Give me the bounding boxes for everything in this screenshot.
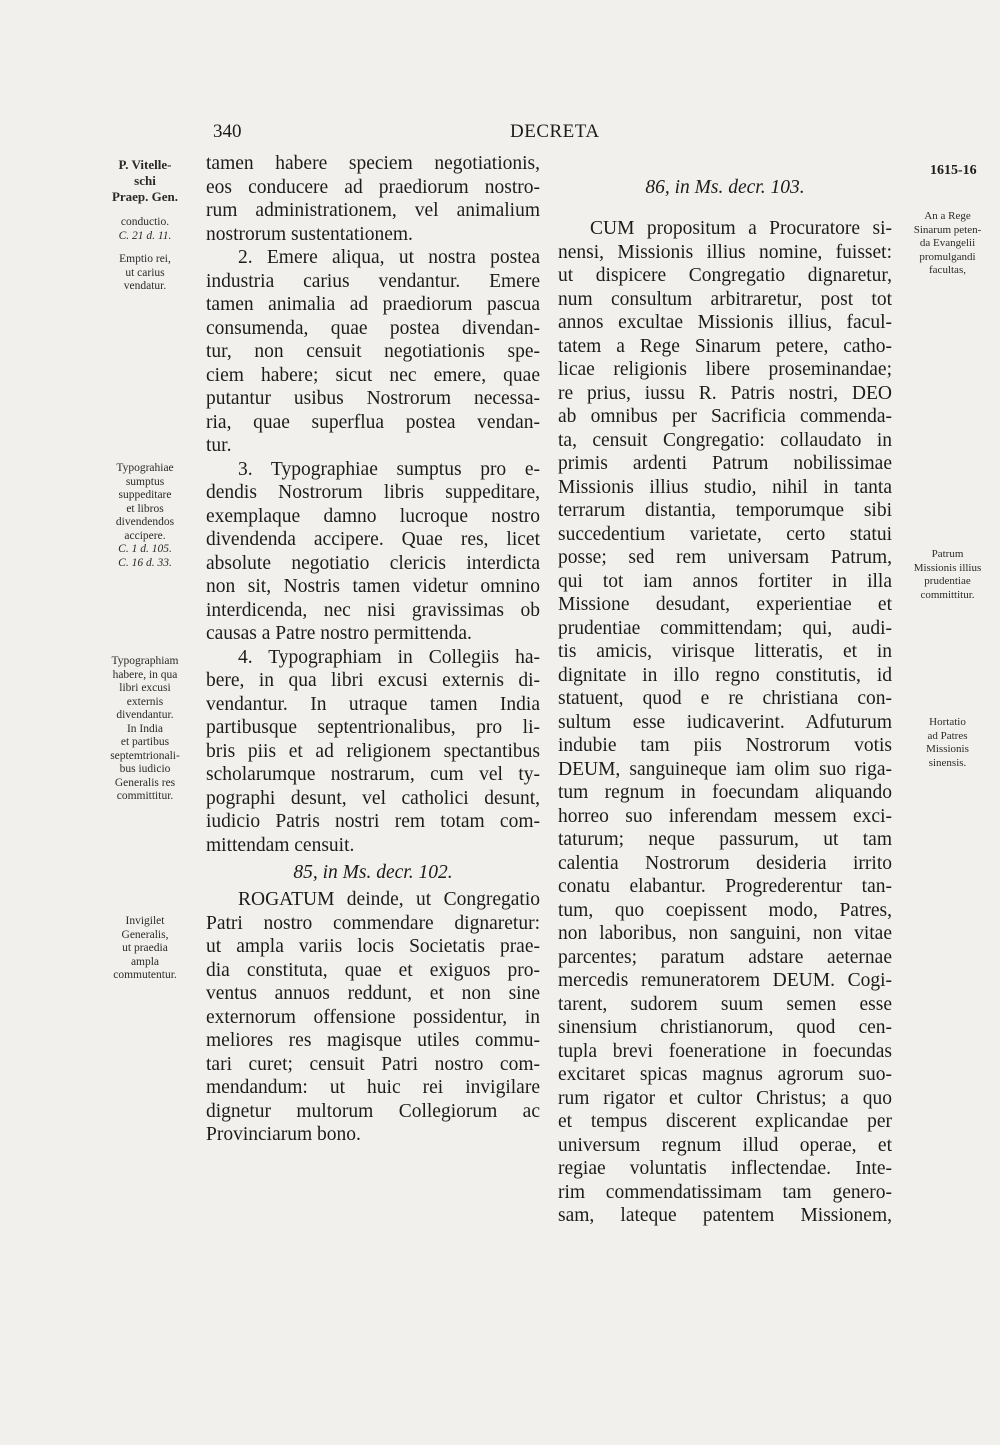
text-line: tatem a Rege Sinarum petere, catho- xyxy=(558,335,892,357)
page-number: 340 xyxy=(213,121,242,142)
text-line: externorum offensione possidentur, in xyxy=(206,1006,540,1028)
decree-heading-85: 85, in Ms. decr. 102. xyxy=(293,862,453,883)
text-line: mercedis remuneratorem DEUM. Cogi- xyxy=(558,970,892,991)
margin-note-emptio: Emptio rei, ut carius vendatur. xyxy=(119,253,171,292)
left-text-column xyxy=(206,152,540,1147)
text-line: dia constituta, quae et exiguos pro- xyxy=(206,959,540,981)
margin-note-invigilet: Invigilet Generalis, ut praedia ampla commutentur. xyxy=(113,915,177,981)
year-range: 1615-16 xyxy=(930,163,977,178)
text-line: ut ampla variis locis Societatis prae- xyxy=(206,936,540,957)
text-line: terrarum distantia, temporumque sibi xyxy=(558,500,892,521)
margin-note-rege-sinarum: An a Rege Sinarum peten- da Evangelii promulgandi facultas, xyxy=(913,210,982,276)
text-line: num consultum arbitraretur, post tot xyxy=(558,288,892,310)
text-line: dignitate in illo regno constitutis, id xyxy=(558,664,892,686)
text-line: horreo suo inferendam messem exci- xyxy=(558,805,892,827)
text-line: tis amicis, virisque litteratis, et in xyxy=(558,641,892,662)
text-line: non sit, Nostris tamen videtur omnino xyxy=(206,576,540,597)
text-line: sam, lateque patentem Missionem, xyxy=(558,1205,892,1226)
text-line: qui tot iam annos fortiter in illa xyxy=(558,570,892,592)
text-line: iudicio Patris nostri rem totam com- xyxy=(206,811,540,832)
text-line: tum regnum in foecundam aliquando xyxy=(558,782,892,803)
margin-note-author: P. Vitelle- schi Praep. Gen. xyxy=(111,157,179,204)
text-line: nensi, Missionis illius nomine, fuisset: xyxy=(558,241,892,263)
text-line: dignetur multorum Collegiorum ac xyxy=(206,1100,540,1122)
text-line: rim commendatissimam tam genero- xyxy=(558,1181,892,1203)
text-line: industria carius vendantur. Emere xyxy=(206,270,540,292)
text-line: licae religionis libere proseminandae; xyxy=(558,359,892,380)
text-line: meliores res magisque utiles commu- xyxy=(206,1030,540,1051)
text-line: posse; sed rem universam Patrum, xyxy=(558,547,892,568)
text-line: excitaret spicas magnus agrorum suo- xyxy=(558,1064,892,1085)
text-line: tum, quo coepissent modo, Patres, xyxy=(558,899,892,921)
text-line: Provinciarum bono. xyxy=(206,1124,361,1145)
text-line: regiae voluntatis inflectendae. Inte- xyxy=(558,1158,892,1179)
right-text-column xyxy=(558,172,892,1228)
text-line: scholarumque nostrarum, cum vel ty- xyxy=(206,764,540,785)
text-line: succedentium varietate, certo statui xyxy=(558,523,892,545)
margin-note-hortatio: Hortatio ad Patres Missionis sinensis. xyxy=(926,716,969,769)
text-line: eos conducere ad praediorum nostro- xyxy=(206,176,540,198)
text-line: re prius, iussu R. Patris nostri, DEO xyxy=(558,382,892,404)
text-line: ria, quae superflua postea vendan- xyxy=(206,411,540,433)
text-line: exemplaque damno lucroque nostro xyxy=(206,505,540,527)
text-line: ventus annuos reddunt, et non sine xyxy=(206,983,540,1004)
text-line: et tempus discerent explicandae per xyxy=(558,1111,892,1132)
text-line: ciem habere; sicut nec emere, quae xyxy=(206,364,540,386)
text-line: interdicenda, nec nisi gravissimas ob xyxy=(206,599,540,621)
text-line: 4. Typographiam in Collegiis ha- xyxy=(238,646,540,668)
text-line: rum rigator et cultor Christus; a quo xyxy=(558,1087,892,1109)
text-line: tari curet; censuit Patri nostro com- xyxy=(206,1053,540,1075)
text-line: 3. Typographiae sumptus pro e- xyxy=(238,458,540,480)
text-line: absolute negotiatio clericis interdicta xyxy=(206,552,540,574)
text-line: universum regnum illud operae, et xyxy=(558,1134,892,1156)
text-line: tur. xyxy=(206,435,232,456)
text-line: putantur usibus Nostrorum necessa- xyxy=(206,388,540,409)
text-line: indubie tam piis Nostrorum votis xyxy=(558,735,892,756)
text-line: nostrorum sustentationem. xyxy=(206,223,413,245)
text-line: bris piis et ad religionem spectantibus xyxy=(206,740,540,762)
text-line: mittendam censuit. xyxy=(206,834,355,856)
decree-heading-86: 86, in Ms. decr. 103. xyxy=(645,177,805,198)
text-line: consumenda, quae postea divendan- xyxy=(206,317,540,339)
text-line: DEUM, sanguineque iam olim suo riga- xyxy=(558,758,892,780)
text-line: ROGATUM deinde, ut Congregatio xyxy=(238,889,540,910)
text-line: tamen animalia ad praediorum pascua xyxy=(206,294,540,315)
text-line: tur, non censuit negotiationis spe- xyxy=(206,341,540,362)
text-line: 2. Emere aliqua, ut nostra postea xyxy=(238,247,540,268)
text-line: taturum; neque passurum, ut tam xyxy=(558,829,892,850)
text-line: CUM propositum a Procuratore si- xyxy=(590,218,892,239)
text-line: Missione desudant, experientiae et xyxy=(558,594,892,615)
text-line: causas a Patre nostro permittenda. xyxy=(206,623,472,644)
margin-note-typographiae-sumptus: Typograhiae sumptus suppeditare et libros divendendos accipere. C. 1 d. 105. C. 16 d. 33. xyxy=(115,462,175,569)
text-line: ab omnibus per Sacrificia commenda- xyxy=(558,406,892,427)
text-line: conatu elabantur. Progrederentur tan- xyxy=(558,876,892,897)
text-line: ta, censuit Congregatio: collaudato in xyxy=(558,429,892,451)
text-line: tamen habere speciem negotiationis, xyxy=(206,153,540,174)
text-line: partibusque septentrionalibus, pro li- xyxy=(206,717,540,738)
bleed-through-left xyxy=(100,340,195,405)
text-line: dendis Nostrorum libris suppeditare, xyxy=(206,482,540,503)
running-head: DECRETA xyxy=(510,121,600,142)
text-line: vendantur. In utraque tamen India xyxy=(206,693,540,715)
margin-note-patrum-missionis: Patrum Missionis illius prudentiae committitur. xyxy=(913,548,982,601)
text-line: sinensium christianorum, quod cen- xyxy=(558,1017,892,1038)
text-line: pographi desunt, vel catholici desunt, xyxy=(206,787,540,809)
text-line: ut dispicere Congregatio dignaretur, xyxy=(558,265,892,286)
margin-note-conductio: conductio. C. 21 d. 11. xyxy=(118,216,172,242)
text-line: parcentes; paratum adstare aeternae xyxy=(558,946,892,968)
text-line: calentia Nostrorum desideria irrito xyxy=(558,852,892,874)
text-line: Patri nostro commendare dignaretur: xyxy=(206,912,540,934)
text-line: non laboribus, non sanguini, non vitae xyxy=(558,923,892,944)
text-line: tupla brevi foeneratione in foecundas xyxy=(558,1040,892,1062)
text-line: annos excultae Missionis illius, facul- xyxy=(558,312,892,333)
text-line: mendandum: ut huic rei invigilare xyxy=(206,1077,540,1098)
text-line: primis ardenti Patrum nobilissimae xyxy=(558,453,892,474)
text-line: tarent, sudorem suum semen esse xyxy=(558,993,892,1015)
text-line: divendenda accipere. Quae res, licet xyxy=(206,529,540,550)
text-line: statuent, quod e re christiana con- xyxy=(558,688,892,709)
text-line: rum administrationem, vel animalium xyxy=(206,200,540,221)
text-line: Missionis illius studio, nihil in tanta xyxy=(558,476,892,498)
text-line: bere, in qua libri excusi externis di- xyxy=(206,670,540,691)
text-line: sultum esse iudicaverint. Adfuturum xyxy=(558,711,892,733)
margin-note-typographiam-habere: Typographiam habere, in qua libri excusi externis divendantur. In India et partibus septemtrionali- bus iudicio Generalis res committitur. xyxy=(110,655,180,802)
text-line: prudentiae committendam; qui, audi- xyxy=(558,617,892,639)
